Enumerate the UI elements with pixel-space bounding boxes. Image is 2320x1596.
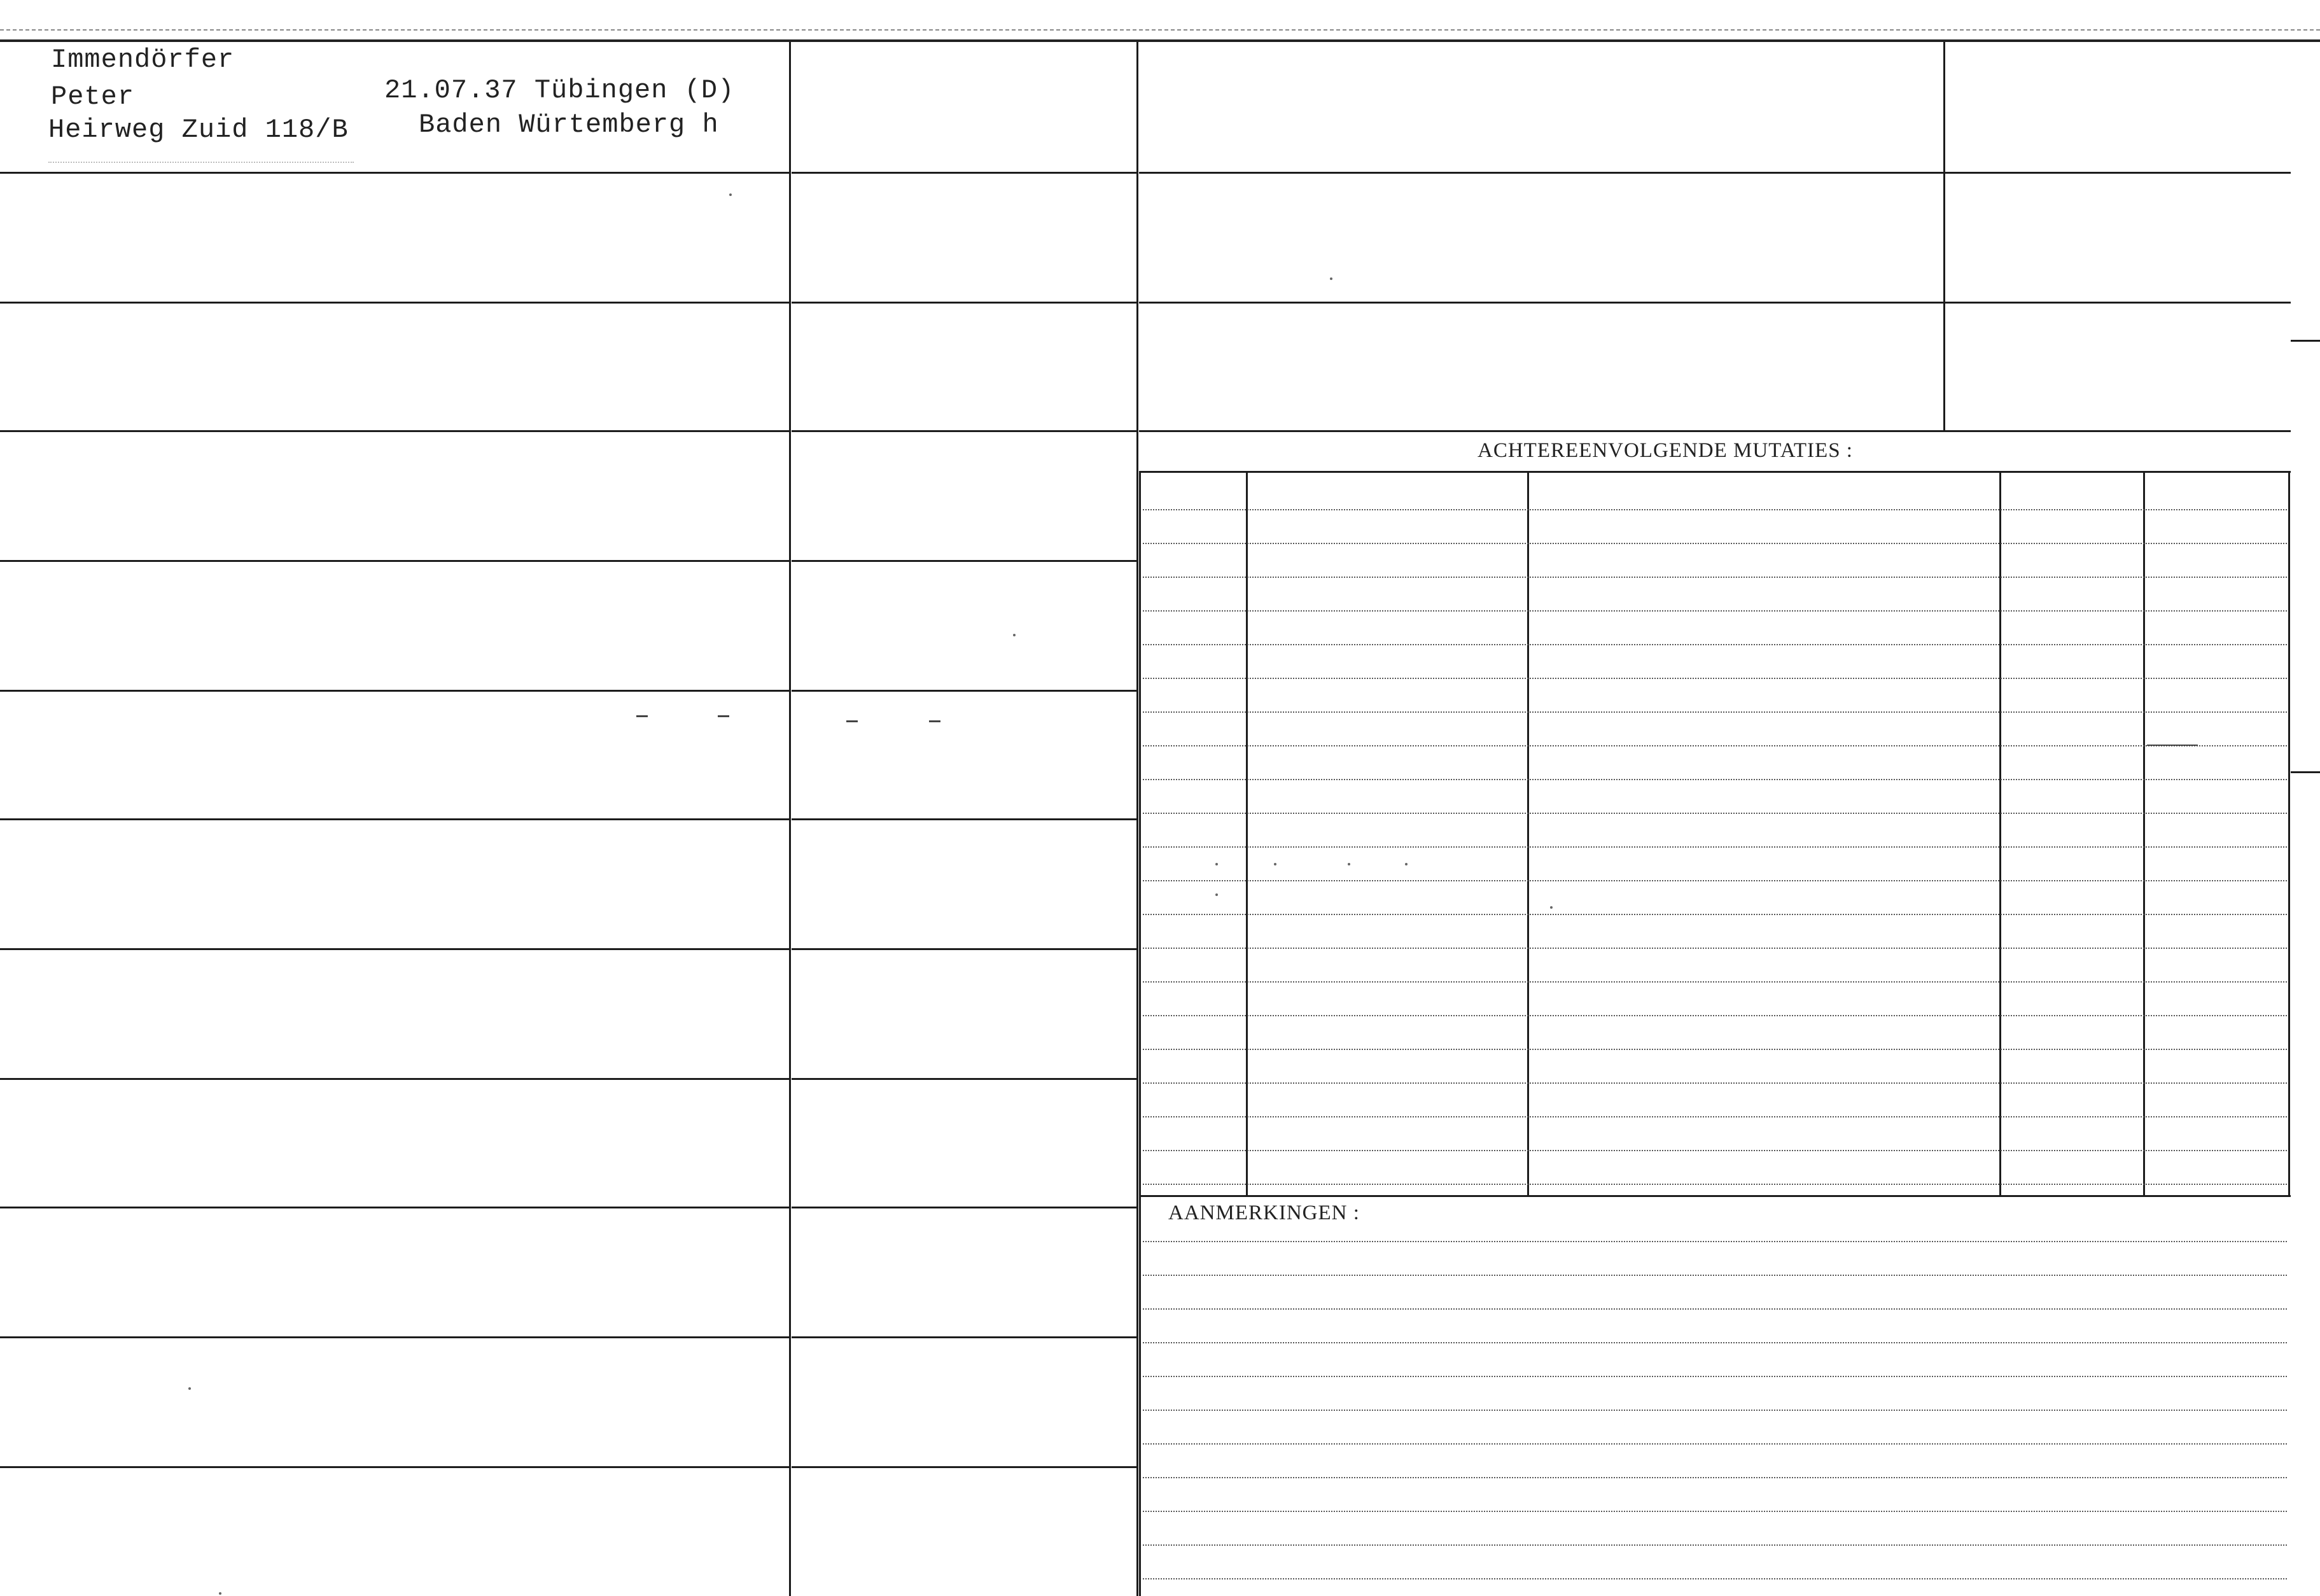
mutation-ruled-line <box>1143 981 2287 983</box>
register-row-line <box>0 818 789 820</box>
scan-speck <box>188 1387 191 1390</box>
middle-column-divider <box>1136 42 1138 1596</box>
top-border <box>0 39 2320 42</box>
mutations-top-border <box>1139 471 2291 473</box>
register-row-line <box>0 948 789 950</box>
address-text: Heirweg Zuid 118/B <box>48 115 349 145</box>
register-row-line <box>0 690 789 692</box>
mutations-bottom-border <box>1139 1195 2291 1197</box>
mutation-ruled-line <box>1143 1116 2287 1117</box>
scan-smudge <box>636 715 648 717</box>
remark-ruled-line <box>1143 1275 2287 1276</box>
mutation-ruled-line <box>1143 745 2287 746</box>
register-row-line <box>792 560 1136 562</box>
remark-ruled-line <box>1143 1544 2287 1546</box>
mutations-right-border <box>2288 472 2290 1195</box>
scan-speck <box>729 193 732 196</box>
mutation-ruled-line <box>1143 1015 2287 1016</box>
mutation-ruled-line <box>1143 914 2287 915</box>
mutations-col-3 <box>1999 472 2001 1195</box>
scan-speck <box>219 1592 221 1595</box>
mutation-ruled-line <box>1143 577 2287 578</box>
register-row-line <box>792 1466 1136 1468</box>
register-row-line <box>0 560 789 562</box>
remark-ruled-line <box>1143 1342 2287 1343</box>
register-row-line <box>0 1207 789 1208</box>
register-row-line <box>792 172 1136 174</box>
left-column-divider <box>789 42 791 1596</box>
right-panel-divider <box>1943 42 1945 430</box>
scan-smudge <box>929 720 940 722</box>
mutations-col-1 <box>1246 472 1248 1195</box>
remark-ruled-line <box>1143 1410 2287 1411</box>
register-row-line <box>792 690 1136 692</box>
scan-speck <box>1013 634 1016 636</box>
register-row-line <box>792 1207 1136 1208</box>
mutations-col-2 <box>1527 472 1529 1195</box>
mutation-ruled-line <box>1143 779 2287 780</box>
right-top-row-3 <box>1139 430 2291 432</box>
scan-smudge <box>2147 745 2198 746</box>
scan-speck <box>1550 906 1553 909</box>
mutation-ruled-line <box>1143 711 2287 713</box>
surname-text: Immendörfer <box>51 45 235 75</box>
remark-ruled-line <box>1143 1511 2287 1512</box>
register-row-line <box>0 302 789 304</box>
scan-speck <box>1405 863 1408 865</box>
mutations-heading: ACHTEREENVOLGENDE MUTATIES : <box>1478 439 1853 462</box>
scan-speck <box>1330 277 1332 280</box>
remarks-heading: AANMERKINGEN : <box>1168 1201 1360 1224</box>
mutation-ruled-line <box>1143 1150 2287 1151</box>
register-row-line <box>0 430 789 432</box>
birth-region-text: Baden Würtemberg h <box>419 109 719 140</box>
remarks-left-border <box>1139 1195 1141 1596</box>
remark-ruled-line <box>1143 1443 2287 1445</box>
mutation-ruled-line <box>1143 813 2287 814</box>
right-edge-mark-2 <box>2291 771 2320 773</box>
scan-smudge <box>846 720 858 722</box>
remark-ruled-line <box>1143 1477 2287 1478</box>
register-row-line <box>0 1466 789 1468</box>
mutation-ruled-line <box>1143 880 2287 881</box>
mutation-ruled-line <box>1143 610 2287 612</box>
top-scan-edge <box>0 29 2320 31</box>
register-row-line <box>792 430 1136 432</box>
scan-speck <box>1215 893 1218 896</box>
mutation-ruled-line <box>1143 678 2287 679</box>
mutation-ruled-line <box>1143 509 2287 510</box>
remark-ruled-line <box>1143 1376 2287 1377</box>
mutations-col-4 <box>2143 472 2145 1195</box>
remark-ruled-line <box>1143 1308 2287 1310</box>
mutation-ruled-line <box>1143 1082 2287 1084</box>
remark-ruled-line <box>1143 1241 2287 1242</box>
remark-ruled-line <box>1143 1578 2287 1579</box>
mutation-ruled-line <box>1143 543 2287 544</box>
right-top-row-2 <box>1139 302 2291 304</box>
scan-speck <box>1274 863 1276 865</box>
register-row-line <box>0 1078 789 1080</box>
scan-speck <box>1215 863 1218 865</box>
right-top-row-1 <box>1139 172 2291 174</box>
birth-date-place-text: 21.07.37 Tübingen (D) <box>384 75 735 106</box>
register-row-line <box>792 302 1136 304</box>
first-name-text: Peter <box>51 81 135 112</box>
mutation-ruled-line <box>1143 1184 2287 1185</box>
register-row-line <box>792 1336 1136 1338</box>
mutation-ruled-line <box>1143 644 2287 645</box>
register-row-line <box>792 1078 1136 1080</box>
right-edge-mark-1 <box>2291 340 2320 342</box>
mutation-ruled-line <box>1143 846 2287 848</box>
register-row-line <box>792 948 1136 950</box>
scan-speck <box>1348 863 1350 865</box>
mutation-ruled-line <box>1143 948 2287 949</box>
faint-typed-line <box>48 162 354 163</box>
mutation-ruled-line <box>1143 1049 2287 1050</box>
register-row-line <box>0 1336 789 1338</box>
register-row-line <box>792 818 1136 820</box>
register-row-line <box>0 172 789 174</box>
scan-smudge <box>718 715 729 717</box>
mutations-left-border <box>1139 472 1141 1195</box>
